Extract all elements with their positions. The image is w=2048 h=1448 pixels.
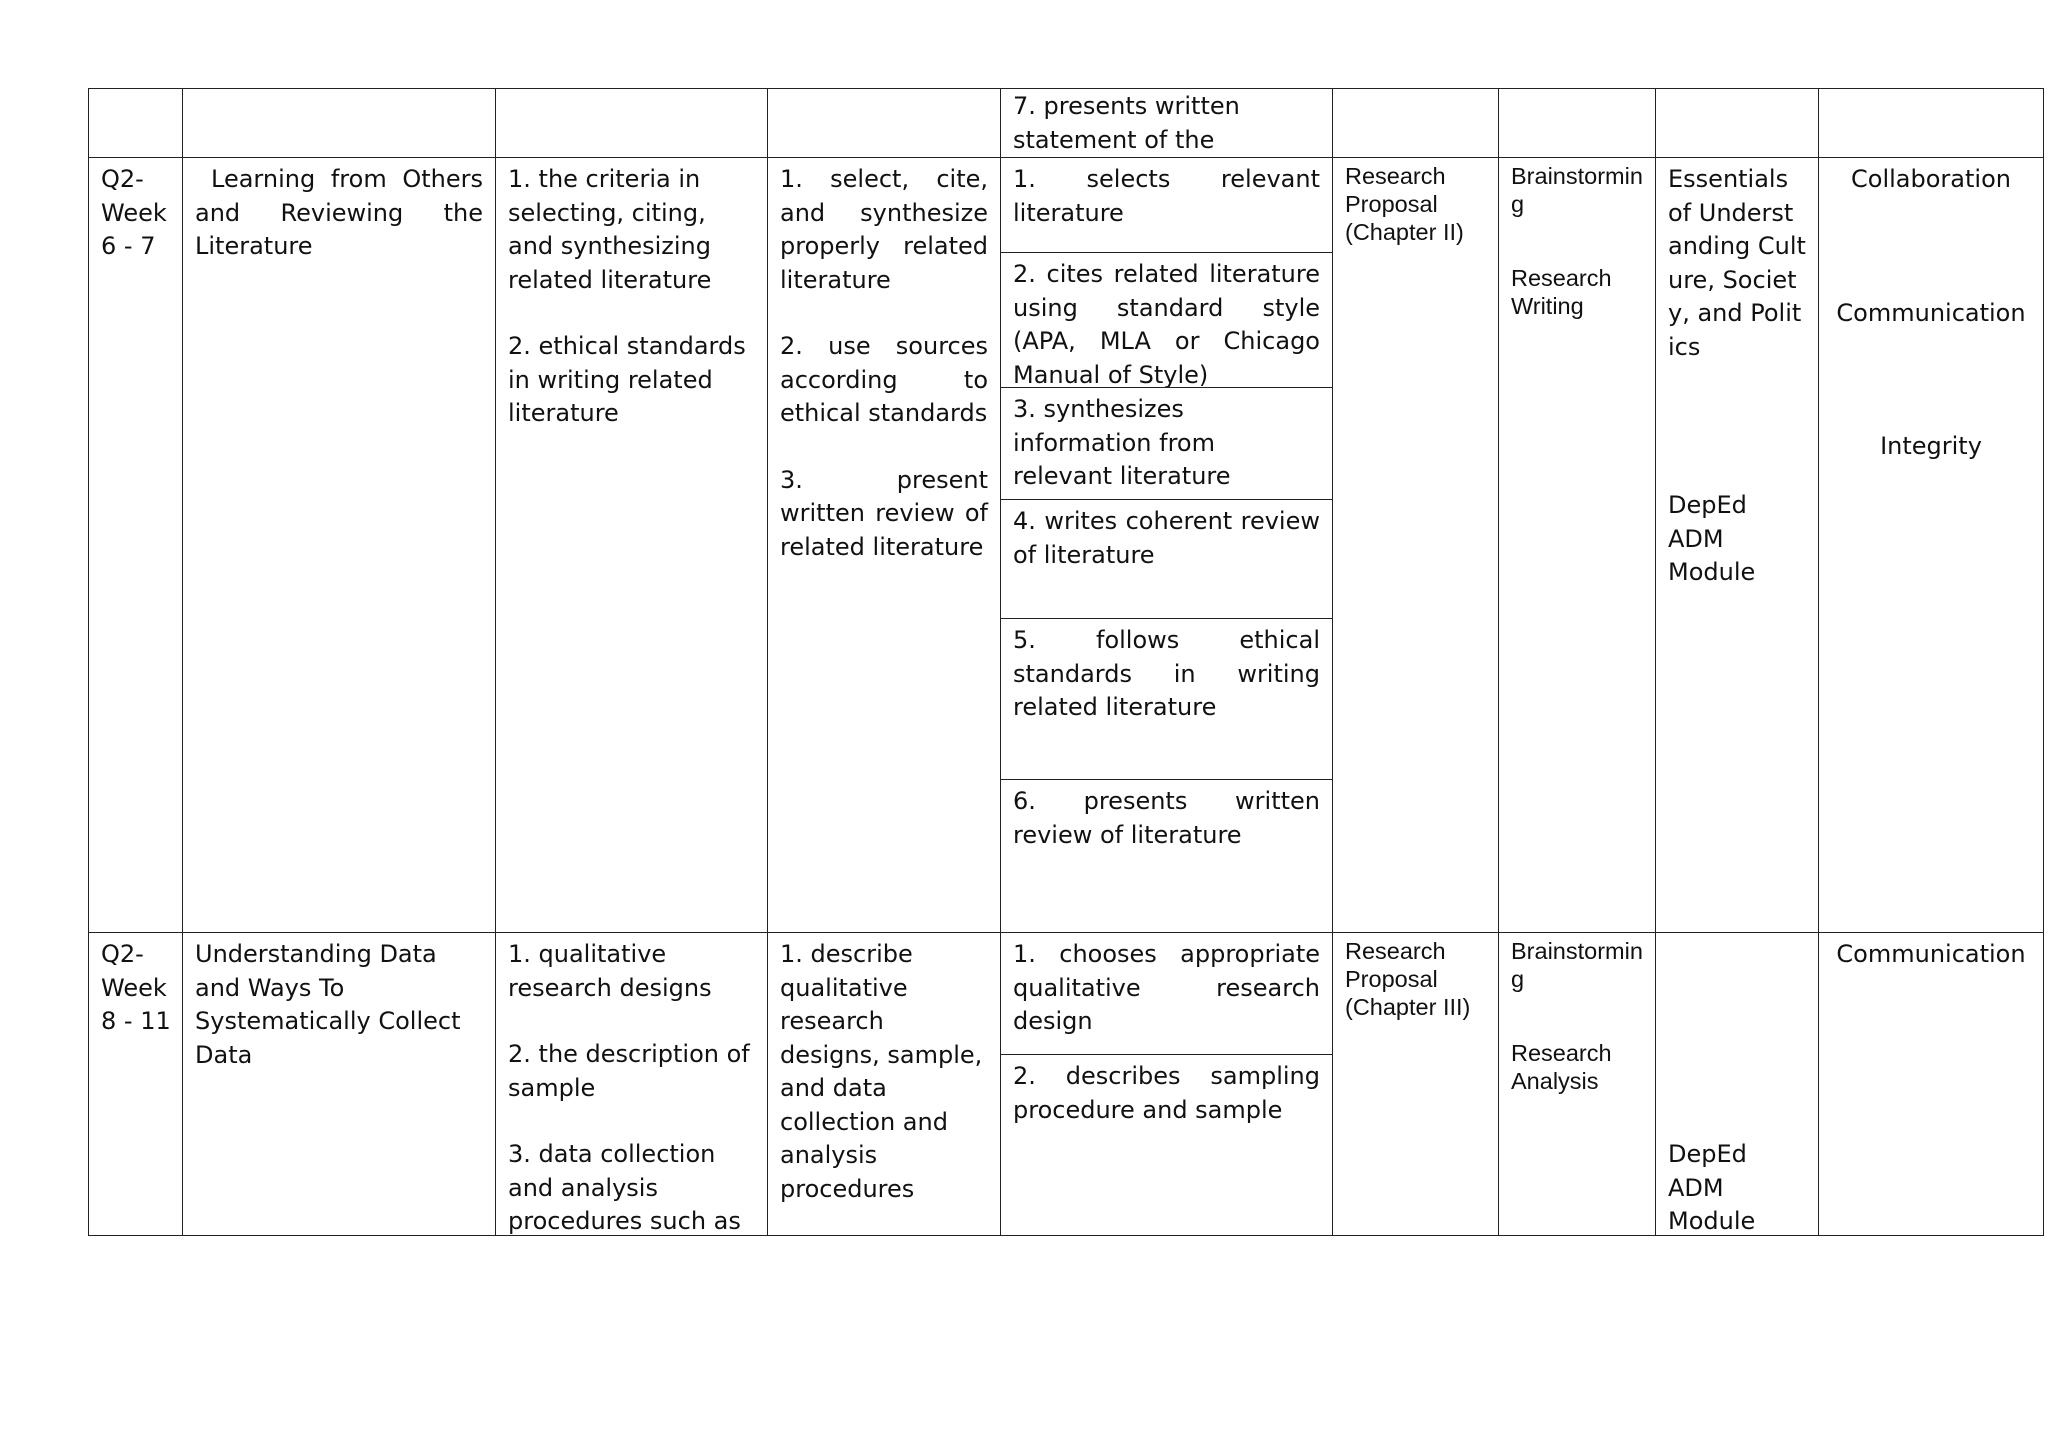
r0-standard-7: 7. presents written statement of the bbox=[1000, 88, 1333, 158]
r1-strategies-cell bbox=[1498, 157, 1656, 933]
r0-output-cell bbox=[1332, 88, 1499, 158]
r1-value-1: Collaboration bbox=[1851, 165, 2011, 193]
r2-content-1: 1. qualitative research designs bbox=[508, 940, 712, 1002]
r0-topic-cell bbox=[182, 88, 496, 158]
r1-content-2: 2. ethical standards in writing related literature bbox=[508, 332, 746, 427]
r1-resource-1: Essentials of Understanding Culture, Society, and Politics bbox=[1668, 165, 1806, 361]
r1-competency-2: 2. use sources according to ethical standards bbox=[780, 332, 988, 427]
r0-values-cell bbox=[1818, 88, 2044, 158]
r1-values-cell bbox=[1818, 157, 2044, 933]
r1-value-3: Integrity bbox=[1880, 432, 1982, 460]
r2-strategies-cell bbox=[1498, 932, 1656, 1236]
r2-output-cell: Research Proposal (Chapter III) bbox=[1332, 932, 1499, 1236]
r2-resource-1: DepEd ADM Module bbox=[1668, 1140, 1756, 1235]
r2-strategy-2: Research Analysis bbox=[1511, 1040, 1612, 1094]
r1-content-1: 1. the criteria in selecting, citing, and synthesizing related literature bbox=[508, 165, 712, 294]
r1-competencies-cell bbox=[767, 157, 1001, 933]
r1-standard-3: 3. synthesizes information from relevant literature bbox=[1000, 387, 1333, 500]
r1-value-2: Communication bbox=[1836, 298, 2026, 327]
r0-competencies-cell bbox=[767, 88, 1001, 158]
r2-values-cell: Communication bbox=[1818, 932, 2044, 1236]
r2-standard-2: 2. describes sampling procedure and sample bbox=[1000, 1054, 1333, 1236]
r1-standard-4: 4. writes coherent review of literature bbox=[1000, 499, 1333, 619]
r1-week-cell: Q2- Week 6 - 7 bbox=[88, 157, 183, 933]
r1-standard-6: 6. presents written review of literature bbox=[1000, 779, 1333, 933]
curriculum-table bbox=[88, 88, 2044, 1236]
r1-content-cell bbox=[495, 157, 768, 933]
r0-strategies-cell bbox=[1498, 88, 1656, 158]
r2-standard-1: 1. chooses appropriate qualitative research design bbox=[1000, 932, 1333, 1055]
r1-competency-3: 3. present written review of related literature bbox=[780, 465, 988, 561]
r2-strategy-1: Brainstorming bbox=[1511, 938, 1643, 992]
r1-standard-1: 1. selects relevant literature bbox=[1000, 157, 1333, 253]
r1-competency-1: 1. select, cite, and synthesize properly related literature bbox=[780, 165, 988, 294]
r0-resources-cell bbox=[1655, 88, 1819, 158]
r2-content-2: 2. the description of sample bbox=[508, 1040, 750, 1102]
r2-topic-cell: Understanding Data and Ways To Systematically Collect Data bbox=[182, 932, 496, 1236]
r1-strategy-1: Brainstorming bbox=[1511, 163, 1643, 217]
r2-content-3: 3. data collection and analysis procedures such as bbox=[508, 1140, 741, 1235]
r0-content-cell bbox=[495, 88, 768, 158]
r2-week-cell: Q2- Week 8 - 11 bbox=[88, 932, 183, 1236]
r0-week-cell bbox=[88, 88, 183, 158]
r1-output-cell: Research Proposal (Chapter II) bbox=[1332, 157, 1499, 933]
r2-resources-cell bbox=[1655, 932, 1819, 1236]
r1-standard-2: 2. cites related literature using standard style (APA, MLA or Chicago Manual of Style) bbox=[1000, 252, 1333, 388]
r1-strategy-2: Research Writing bbox=[1511, 265, 1612, 319]
r2-content-cell bbox=[495, 932, 768, 1236]
r1-standard-5: 5. follows ethical standards in writing related literature bbox=[1000, 618, 1333, 780]
r1-resources-cell bbox=[1655, 157, 1819, 933]
r1-topic-cell: Learning from Others and Reviewing the Literature bbox=[182, 157, 496, 933]
r1-resource-2: DepEd ADM Module bbox=[1668, 491, 1756, 586]
r2-competencies-cell: 1. describe qualitative research designs, sample, and data collection and analysis procedures bbox=[767, 932, 1001, 1236]
